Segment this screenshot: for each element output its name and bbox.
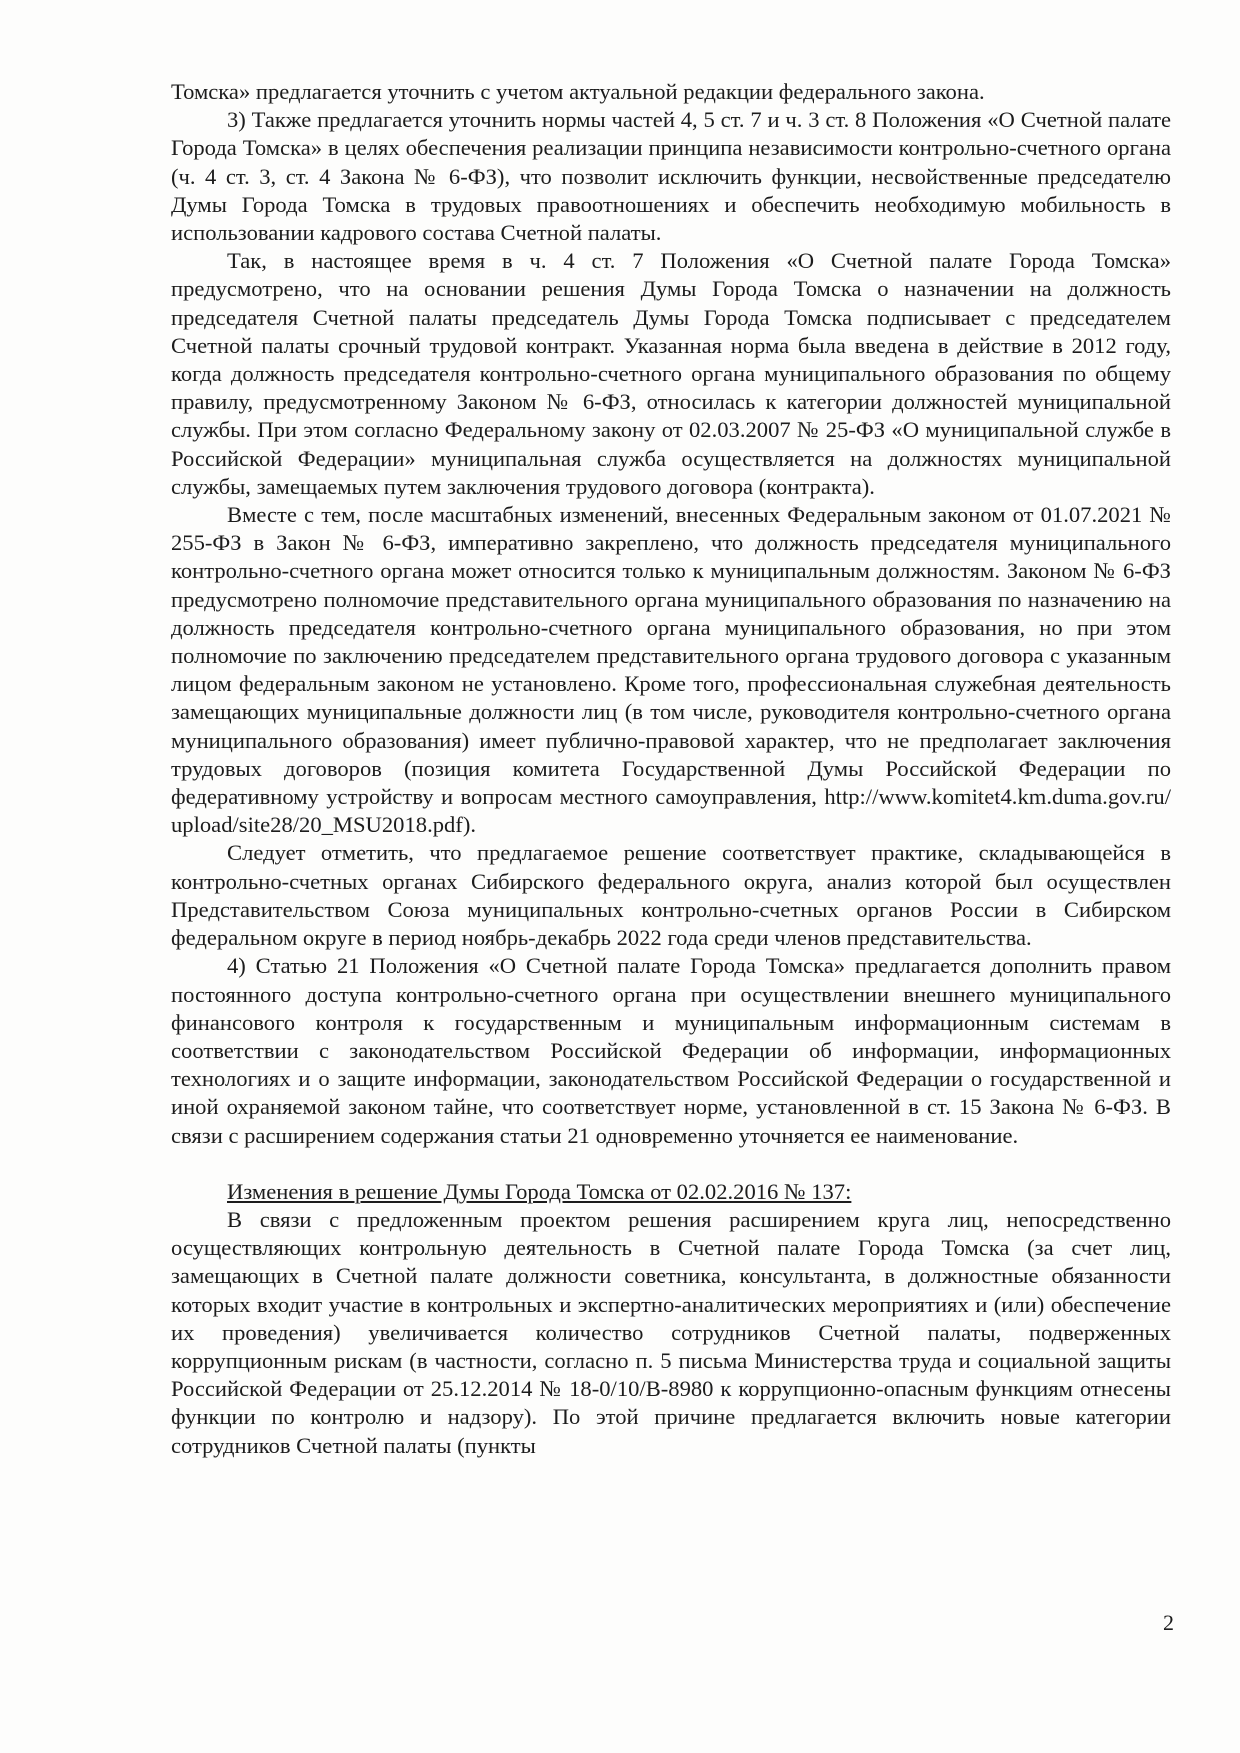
committee-url-link[interactable]: http://www.komitet4.km.duma.gov.ru/upload/site28/20_MSU2018.pdf xyxy=(171,784,1171,838)
paragraph-federal-law-text: Вместе с тем, после масштабных изменений, внесенных Федеральным законом от 01.07.2021 № 255-ФЗ в Закон № 6-ФЗ, императивно закреплено, что должность председателя муниципального контрольно-счетного органа может относится только к муниципальным должностям. Законом № 6-ФЗ предусмотрено полномочие представительного органа муниципального образования по назначению на должность председателя контрольно-счетного органа муниципального образования, но при этом полномочие по заключению председателем представительного органа трудового договора с указанным лицом федеральным законом не установлено. Кроме того, профессиональная служебная деятельность замещающих муниципальные должности лиц (в том числе, руководителя контрольно-счетного органа муниципального образования) имеет публично-правовой характер, что не предполагает заключения трудовых договоров (позиция комитета Государственной Думы Российской Федерации по федеративному устройству и вопросам местного самоуправления, xyxy=(171,502,1171,810)
page-number: 2 xyxy=(1163,1610,1174,1635)
paragraph-continuation: Томска» предлагается уточнить с учетом актуальной редакции федерального закона. xyxy=(171,79,985,104)
paragraph-federal-law-end: ). xyxy=(462,812,477,838)
paragraph-siberian-practice: Следует отметить, что предлагаемое решение соответствует практике, складывающейся в контрольно-счетных органах Сибирского федерального округа, анализ которой был осуществлен Представительством Союза муниципальных контрольно-счетных органов России в Сибирском федеральном округе в период ноябрь-декабрь 2022 года среди членов представительства. xyxy=(171,840,1171,951)
paragraph-corruption-risks: В связи с предложенным проектом решения расширением круга лиц, непосредственно осуществляющих контрольную деятельность в Счетной палате Города Томска (за счет лиц, замещающих в Счетной палате должности советника, консультанта, в должностные обязанности которых входит участие в контрольных и экспертно-аналитических мероприятиях и (или) обеспечение их проведения) увеличивается количество сотрудников Счетной палаты, подверженных коррупционным рискам (в частности, согласно п. 5 письма Министерства труда и социальной защиты Российской Федерации от 25.12.2014 № 18-0/10/В-8980 к коррупционно-опасным функциям отнесены функции по контролю и надзору). По этой причине предлагается включить новые категории сотрудников Счетной палаты (пункты xyxy=(171,1206,1171,1458)
document-body xyxy=(171,78,1171,1460)
paragraph-current-norm: Так, в настоящее время в ч. 4 ст. 7 Положения «О Счетной палате Города Томска» предусмотрено, что на основании решения Думы Города Томска о назначении на должность председателя Счетной палаты председатель Думы Города Томска подписывает с председателем Счетной палаты срочный трудовой контракт. Указанная норма была введена в действие в 2012 году, когда должность председателя контрольно-счетного органа муниципального образования по общему правилу, предусмотренному Законом № 6-ФЗ, относилась к категории должностей муниципальной службы. При этом согласно Федеральному закону от 02.03.2007 № 25-ФЗ «О муниципальной службе в Российской Федерации» муниципальная служба осуществляется на должностях муниципальной службы, замещаемых путем заключения трудового договора (контракта). xyxy=(171,248,1171,499)
section-heading-decision-137: Изменения в решение Думы Города Томска от 02.02.2016 № 137: xyxy=(227,1178,852,1204)
paragraph-item-4: 4) Статью 21 Положения «О Счетной палате Города Томска» предлагается дополнить правом постоянного доступа контрольно-счетного органа при осуществлении внешнего муниципального финансового контроля к государственным и муниципальным информационным системам в соответствии с законодательством Российской Федерации об информации, информационных технологиях и о защите информации, законодательством Российской Федерации о государственной и иной охраняемой законом тайне, что соответствует норме, установленной в ст. 15 Закона № 6-ФЗ. В связи с расширением содержания статьи 21 одновременно уточняется ее наименование. xyxy=(171,953,1171,1148)
paragraph-item-3: 3) Также предлагается уточнить нормы частей 4, 5 ст. 7 и ч. 3 ст. 8 Положения «О Счетной палате Города Томска» в целях обеспечения реализации принципа независимости контрольно-счетного органа (ч. 4 ст. 3, ст. 4 Закона № 6-ФЗ), что позволит исключить функции, несвойственные председателю Думы Города Томска в трудовых правоотношениях и обеспечить необходимую мобильность в использовании кадрового состава Счетной палаты. xyxy=(171,107,1171,246)
paragraph-federal-law-changes xyxy=(171,501,1171,839)
